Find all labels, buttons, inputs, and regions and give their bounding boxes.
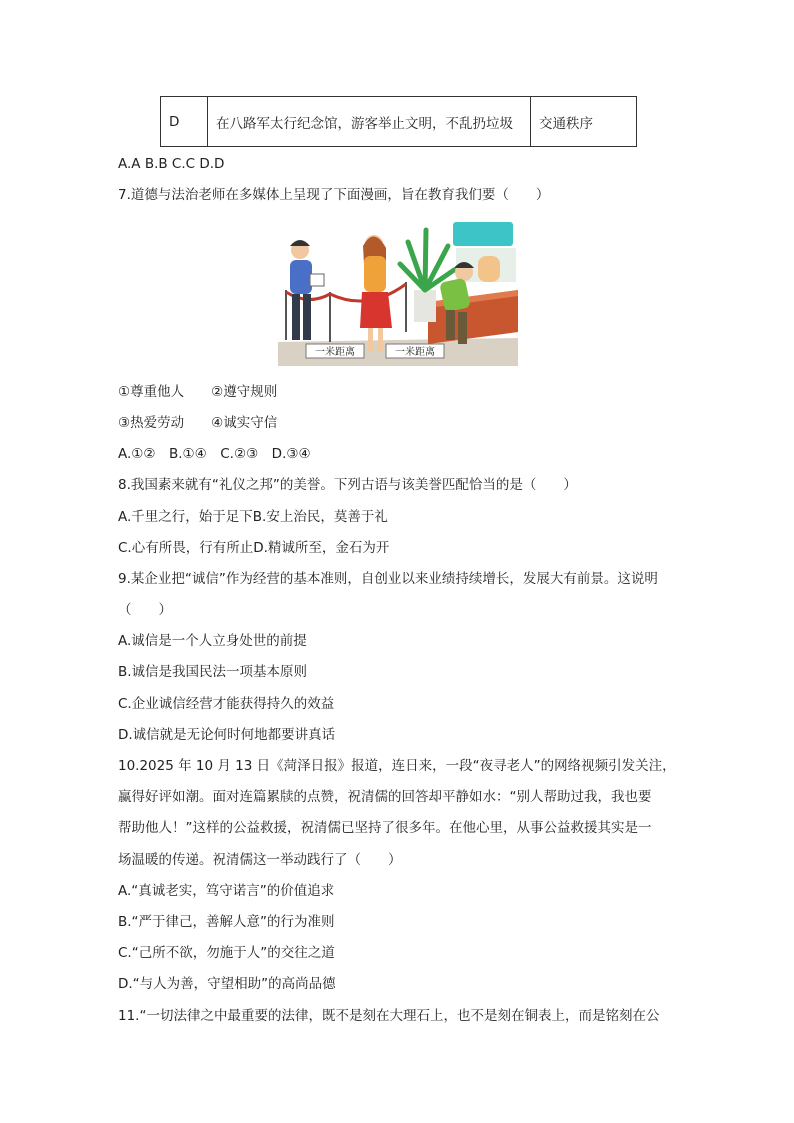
q10-stem-4: 场温暖的传递。祝清儒这一举动践行了（ ） <box>118 852 402 868</box>
table-cell-content: 在八路军太行纪念馆，游客举止文明，不乱扔垃圾 <box>208 97 531 147</box>
q9-option-d: D.诚信就是无论何时何地都要讲真话 <box>118 727 336 743</box>
floor-sign-right: 一米距离 <box>395 347 435 358</box>
table-cell-category: 交通秩序 <box>531 97 637 147</box>
option-table <box>160 96 637 147</box>
q9-stem-2: （ ） <box>118 602 172 618</box>
cartoon-illustration <box>278 220 518 366</box>
q8-options-ab: A.千里之行，始于足下B.安上治民，莫善于礼 <box>118 509 388 525</box>
q7-choice-row-2: ③热爱劳动 ④诚实守信 <box>118 415 278 431</box>
q7-options: A.①② B.①④ C.②③ D.③④ <box>118 446 311 462</box>
q10-stem-3: 帮助他人！”这样的公益救援，祝清儒已坚持了很多年。在他心里，从事公益救援其实是一 <box>118 820 652 836</box>
q10-stem-1: 10.2025 年 10 月 13 日《菏泽日报》报道，连日来，一段“夜寻老人”的网络视频引发关注， <box>118 758 676 774</box>
q10-option-b: B.“严于律己，善解人意”的行为准则 <box>118 914 335 930</box>
q8-options-cd: C.心有所畏，行有所止D.精诚所至，金石为开 <box>118 540 390 556</box>
q6-options: A.A B.B C.C D.D <box>118 156 225 172</box>
q7-stem: 7.道德与法治老师在多媒体上呈现了下面漫画，旨在教育我们要（ ） <box>118 187 550 203</box>
q8-stem: 8.我国素来就有“礼仪之邦”的美誉。下列古语与该美誉匹配恰当的是（ ） <box>118 477 577 493</box>
q10-stem-2: 赢得好评如潮。面对连篇累牍的点赞，祝清儒的回答却平静如水：“别人帮助过我，我也要 <box>118 789 652 805</box>
q10-option-a: A.“真诚老实，笃守诺言”的价值追求 <box>118 883 335 899</box>
q9-option-c: C.企业诚信经营才能获得持久的效益 <box>118 696 335 712</box>
q10-option-d: D.“与人为善，守望相助”的高尚品德 <box>118 976 336 992</box>
q11-stem-1: 11.“一切法律之中最重要的法律，既不是刻在大理石上，也不是刻在铜表上，而是铭刻在公 <box>118 1008 660 1024</box>
q9-option-a: A.诚信是一个人立身处世的前提 <box>118 633 307 649</box>
table-row <box>161 97 637 147</box>
q10-option-c: C.“己所不欲，勿施于人”的交往之道 <box>118 945 335 961</box>
table-cell-letter: D <box>161 97 208 147</box>
q9-stem-1: 9.某企业把“诚信”作为经营的基本准则，自创业以来业绩持续增长，发展大有前景。这说明 <box>118 571 658 587</box>
floor-sign-left: 一米距离 <box>315 347 355 358</box>
q9-option-b: B.诚信是我国民法一项基本原则 <box>118 664 308 680</box>
q7-choice-row-1: ①尊重他人 ②遵守规则 <box>118 384 278 400</box>
